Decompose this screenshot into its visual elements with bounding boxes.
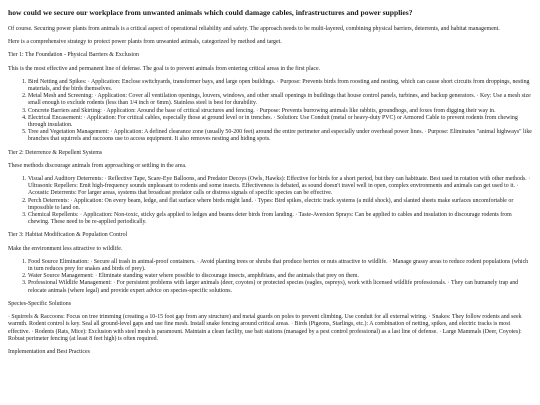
tier2-list <box>8 176 532 226</box>
tier1-heading: Tier 1: The Foundation - Physical Barriers & Exclusion <box>8 52 139 59</box>
list-item: 2. Water Source Management: · Eliminate standing water where possible to discourage insects, amphibians, and the animals that prey on them. <box>28 273 532 280</box>
intro-paragraph: Of course. Securing power plants from animals is a critical aspect of operational reliability and safety. The approach needs to be multi-layered, combining physical barriers, deterrents, and habitat management. <box>8 26 500 32</box>
user-question: how could we secure our workplace from unwanted animals which could damage cables, infrastructures and power supplies? <box>8 8 413 17</box>
species-heading: Species-Specific Solutions <box>8 300 71 307</box>
list-item: 5. Tree and Vegetation Management: · Application: A defined clearance zone (usually 50-200 feet) around the entire perimeter and especially under overhead power lines. · Purpose: Eliminates "animal highways" like branches that squirrels and raccoons use to access equipment. It also removes nesting and hiding spots. <box>28 129 532 143</box>
list-item: 2. Perch Deterrents: · Application: On every beam, ledge, and flat surface where birds might land. · Types: Bird spikes, electric track systems (a mild shock), and slanted sheets make surfaces uncomfortable or impossible to land on. <box>28 198 532 212</box>
list-item: 3. Professional Wildlife Management: · For persistent problems with larger animals (deer, coyotes) or protected species (eagles, ospreys), work with licensed wildlife professionals. · They can humanely trap and relocate animals (where legal) and provide expert advice on species-specific solutions. <box>28 280 532 294</box>
implementation-heading: Implementation and Best Practices <box>8 348 90 355</box>
list-item: 3. Concrete Barriers and Skirting: · Application: Around the base of critical structures and fencing. · Purpose: Prevents burrowing animals like rabbits, groundhogs, and foxes from digging their way in. <box>28 108 532 115</box>
tier3-list <box>8 259 532 295</box>
tier3-description: Make the environment less attractive to wildlife. <box>8 245 123 252</box>
tier3-heading: Tier 3: Habitat Modification & Population Control <box>8 232 128 239</box>
species-text: · Squirrels & Raccoons: Focus on tree trimming (creating a 10-15 foot gap from any structure) and metal guards on poles to prevent climbing. Use conduit for all external wiring. · Snakes: They follow rodents and seek warmth. Rodent control is key. Seal all ground-level gaps and use fine mesh. Install snake fencing around critical areas. · Birds (Pigeons, Starlings, etc.): A combination of netting, spikes, and electric tracks is most effective. · Rodents (Rats, Mice): Exclusion with steel mesh is paramount. Maintain a clean facility, use bait stations (managed by a pest control professional) as a last line of defense. · Large Mammals (Deer, Coyotes): Robust perimeter fencing (at least 8 feet high) is often required. <box>8 314 522 342</box>
list-item: 2. Metal Mesh and Screening: · Application: Cover all ventilation openings, louvers, windows, and other small openings in buildings that house control panels, turbines, and backup generators. · Key: Use a mesh size small enough to exclude rodents (less than 1/4 inch or 6mm). Stainless steel is best for durability. <box>28 93 532 107</box>
list-item: 1. Food Source Elimination: · Secure all trash in animal-proof containers. · Avoid planting trees or shrubs that produce berries or nuts attractive to wildlife. · Manage grassy areas to reduce rodent populations (which in turn reduces prey for snakes and birds of prey). <box>28 259 532 273</box>
tier2-description: These methods discourage animals from approaching or settling in the area. <box>8 162 187 169</box>
tier2-heading: Tier 2: Deterrence & Repellent Systems <box>8 149 103 156</box>
list-item: 3. Chemical Repellents: · Application: Non-toxic, sticky gels applied to ledges and beams deter birds from landing. · Taste-Aversion Sprays: Can be applied to cables and insulation to discourage rodents from chewing. These need to be re-applied periodically. <box>28 212 532 226</box>
lead-paragraph: Here is a comprehensive strategy to protect power plants from unwanted animals, categorized by method and target. <box>8 39 282 46</box>
list-item: 1. Bird Netting and Spikes: · Application: Enclose switchyards, transformer bays, and large open buildings. · Purpose: Prevents birds from roosting and nesting, which can cause short circuits from droppings, nesting materials, and the birds themselves. <box>28 79 532 93</box>
tier1-description: This is the most effective and permanent line of defense. The goal is to prevent animals from entering critical areas in the first place. <box>8 65 321 72</box>
list-item: 1. Visual and Auditory Deterrents: · Reflective Tape, Scare-Eye Balloons, and Predator Decoys (Owls, Hawks): Effective for birds for a short period, but they can habituate. Best used in rotation with other methods. · Ultrasonic Repellers: Emit high-frequency sounds unpleasant to rodents and some insects. Effectiveness is debated, as sound doesn't travel well in open, complex environments and animals can get used to it. · Acoustic Deterrents: For larger areas, systems that broadcast predator calls or distress signals of specific species can be effective. <box>28 176 532 198</box>
list-item: 4. Electrical Encasement: · Application: For critical cables, especially those at ground level or in trenches. · Solution: Use Conduit (metal or heavy-duty PVC) or Armored Cable to prevent rodents from chewing through insulation. <box>28 115 532 129</box>
tier1-list <box>8 79 532 144</box>
